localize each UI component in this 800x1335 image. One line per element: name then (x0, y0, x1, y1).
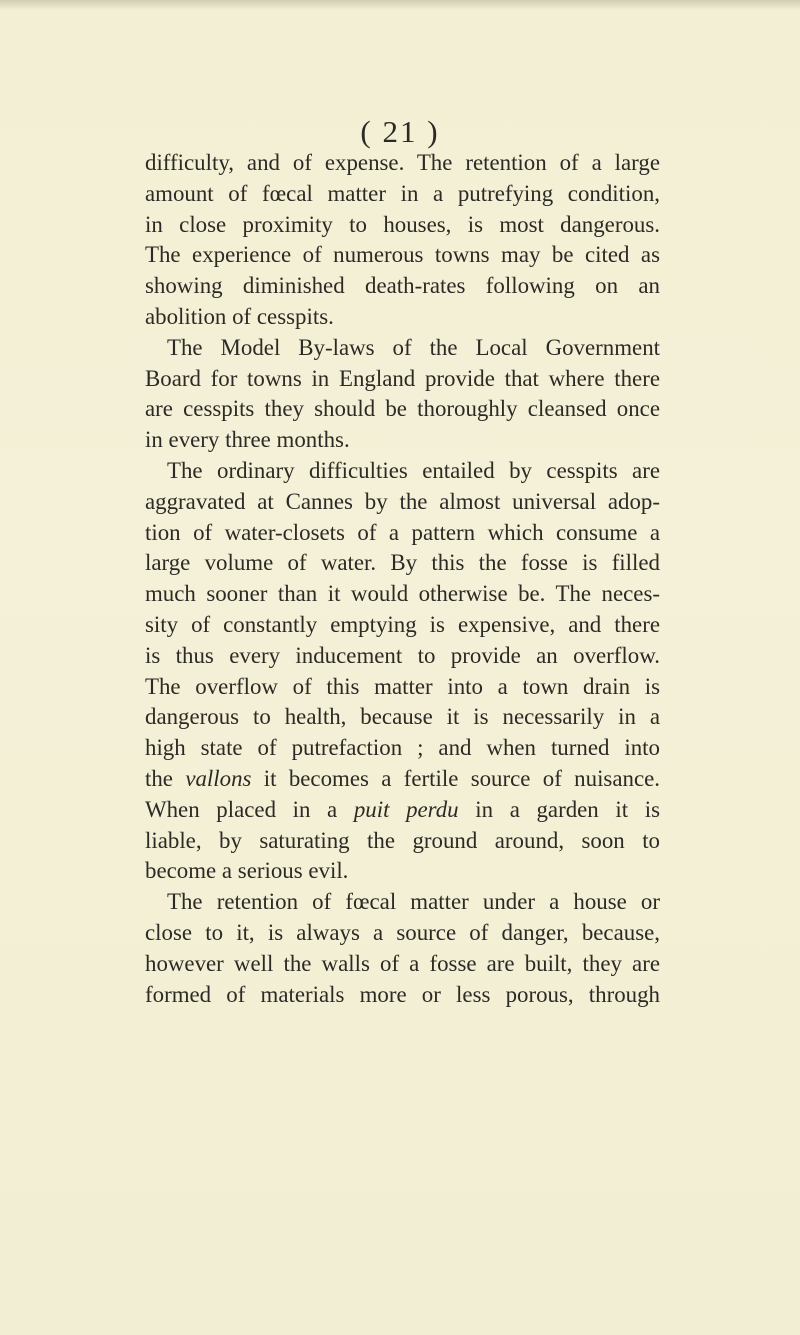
text-line: high state of putrefaction ; and when turned into (145, 735, 660, 761)
text-line: dangerous to health, because it is necessarily in a (145, 704, 660, 730)
page-top-shadow (0, 0, 800, 10)
text-line: however well the walls of a fosse are built, they are (145, 950, 660, 976)
text-line: tion of water-closets of a pattern which consume a (145, 519, 660, 545)
text-line (145, 795, 660, 826)
text-line: abolition of cesspits. (145, 303, 334, 329)
text-line: Board for towns in England provide that where there (145, 365, 660, 391)
text-line: showing diminished death-rates following on an (145, 273, 660, 299)
text-line: is thus every inducement to provide an overflow. (145, 642, 660, 668)
text-line: The ordinary difficulties entailed by cesspits are (167, 457, 660, 483)
italic-term-vallons: vallons (185, 765, 252, 791)
page-number: ( 21 ) (360, 114, 440, 149)
text-line: become a serious evil. (145, 858, 349, 884)
text-run: the (145, 765, 186, 791)
text-run: it becomes a fertile source of nuisance. (251, 765, 660, 791)
text-line: sity of constantly emptying is expensive, and there (145, 611, 660, 637)
text-line: are cesspits they should be thoroughly cleansed once (145, 396, 660, 422)
text-line: The retention of fœcal matter under a house or (167, 889, 660, 915)
text-line: amount of fœcal matter in a putrefying condition, (145, 180, 660, 206)
text-line: formed of materials more or less porous, through (145, 981, 660, 1007)
text-line: The experience of numerous towns may be cited as (145, 242, 660, 268)
body-text (145, 148, 660, 1010)
text-line: liable, by saturating the ground around, soon to (145, 827, 660, 853)
text-line: aggravated at Cannes by the almost universal adop- (145, 488, 660, 514)
text-run: When placed in a (145, 796, 354, 822)
text-line: much sooner than it would otherwise be. The neces- (145, 581, 660, 607)
text-line (145, 764, 660, 795)
text-line: close to it, is always a source of danger, because, (145, 919, 660, 945)
text-line: The Model By-laws of the Local Government (167, 334, 660, 360)
text-line: large volume of water. By this the fosse is filled (145, 550, 660, 576)
text-line: difficulty, and of expense. The retention of a large (145, 150, 660, 175)
text-line: The overflow of this matter into a town drain is (145, 673, 660, 699)
italic-term-puit-perdu: puit perdu (353, 796, 459, 822)
text-line: in close proximity to houses, is most dangerous. (145, 211, 660, 237)
text-run: in a garden it is (458, 796, 660, 822)
text-line: in every three months. (145, 427, 350, 453)
